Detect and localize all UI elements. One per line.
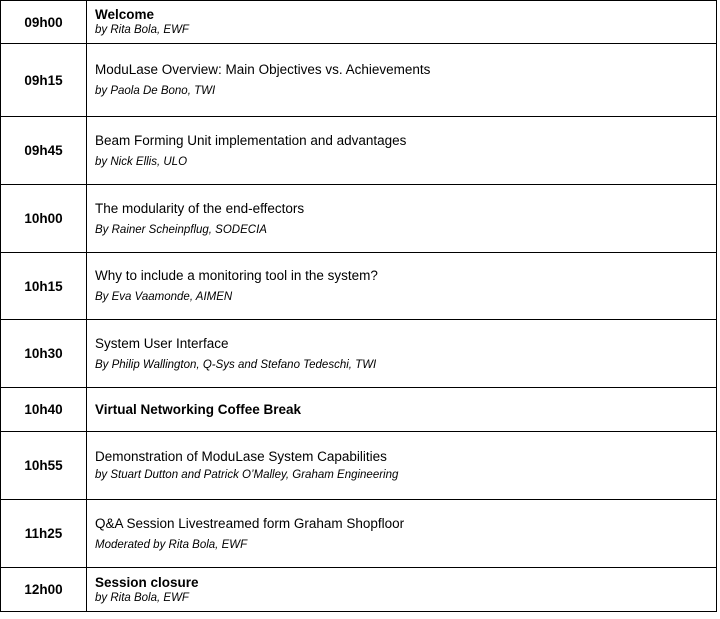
session-time: 09h45 [1,117,87,185]
table-row [1,432,717,500]
session-speaker: by Nick Ellis, ULO [95,155,188,168]
session-speaker: by Paola De Bono, TWI [95,85,216,97]
session-details [87,117,717,185]
session-time: 12h00 [1,568,87,612]
session-time: 10h15 [1,253,87,320]
session-speaker: By Eva Vaamonde, AIMEN [95,291,233,303]
session-speaker: By Philip Wallington, Q-Sys and Stefano Tedeschi, TWI [95,358,377,371]
session-time: 10h55 [1,432,87,500]
session-details [87,388,717,432]
session-speaker: by Stuart Dutton and Patrick O’Malley, Graham Engineering [95,469,399,481]
session-title: Welcome [95,7,155,22]
session-title: System User Interface [95,335,229,351]
table-row [1,185,717,253]
session-speaker: By Rainer Scheinpflug, SODECIA [95,223,267,236]
session-title: ModuLase Overview: Main Objectives vs. Achievements [95,62,431,77]
session-time: 10h00 [1,185,87,253]
table-row [1,1,717,44]
session-title: Session closure [95,574,199,590]
session-details [87,568,717,612]
session-details [87,185,717,253]
session-title: Virtual Networking Coffee Break [95,402,302,417]
session-speaker: Moderated by Rita Bola, EWF [95,538,248,551]
session-time: 11h25 [1,500,87,568]
table-row [1,320,717,388]
table-row [1,117,717,185]
table-row [1,568,717,612]
session-details [87,44,717,117]
session-time: 10h40 [1,388,87,432]
session-details [87,432,717,500]
session-time: 09h15 [1,44,87,117]
session-title: Demonstration of ModuLase System Capabilities [95,449,387,464]
session-title: Q&A Session Livestreamed form Graham Shopfloor [95,515,405,531]
session-title: Beam Forming Unit implementation and advantages [95,132,407,148]
table-row [1,500,717,568]
session-details [87,1,717,44]
session-speaker: by Rita Bola, EWF [95,591,189,604]
session-details [87,253,717,320]
table-row [1,44,717,117]
session-details [87,320,717,388]
session-time: 09h00 [1,1,87,44]
table-row [1,253,717,320]
session-speaker: by Rita Bola, EWF [95,24,189,36]
session-details [87,500,717,568]
table-row [1,388,717,432]
session-title: The modularity of the end-effectors [95,200,305,216]
session-time: 10h30 [1,320,87,388]
session-title: Why to include a monitoring tool in the system? [95,268,378,283]
